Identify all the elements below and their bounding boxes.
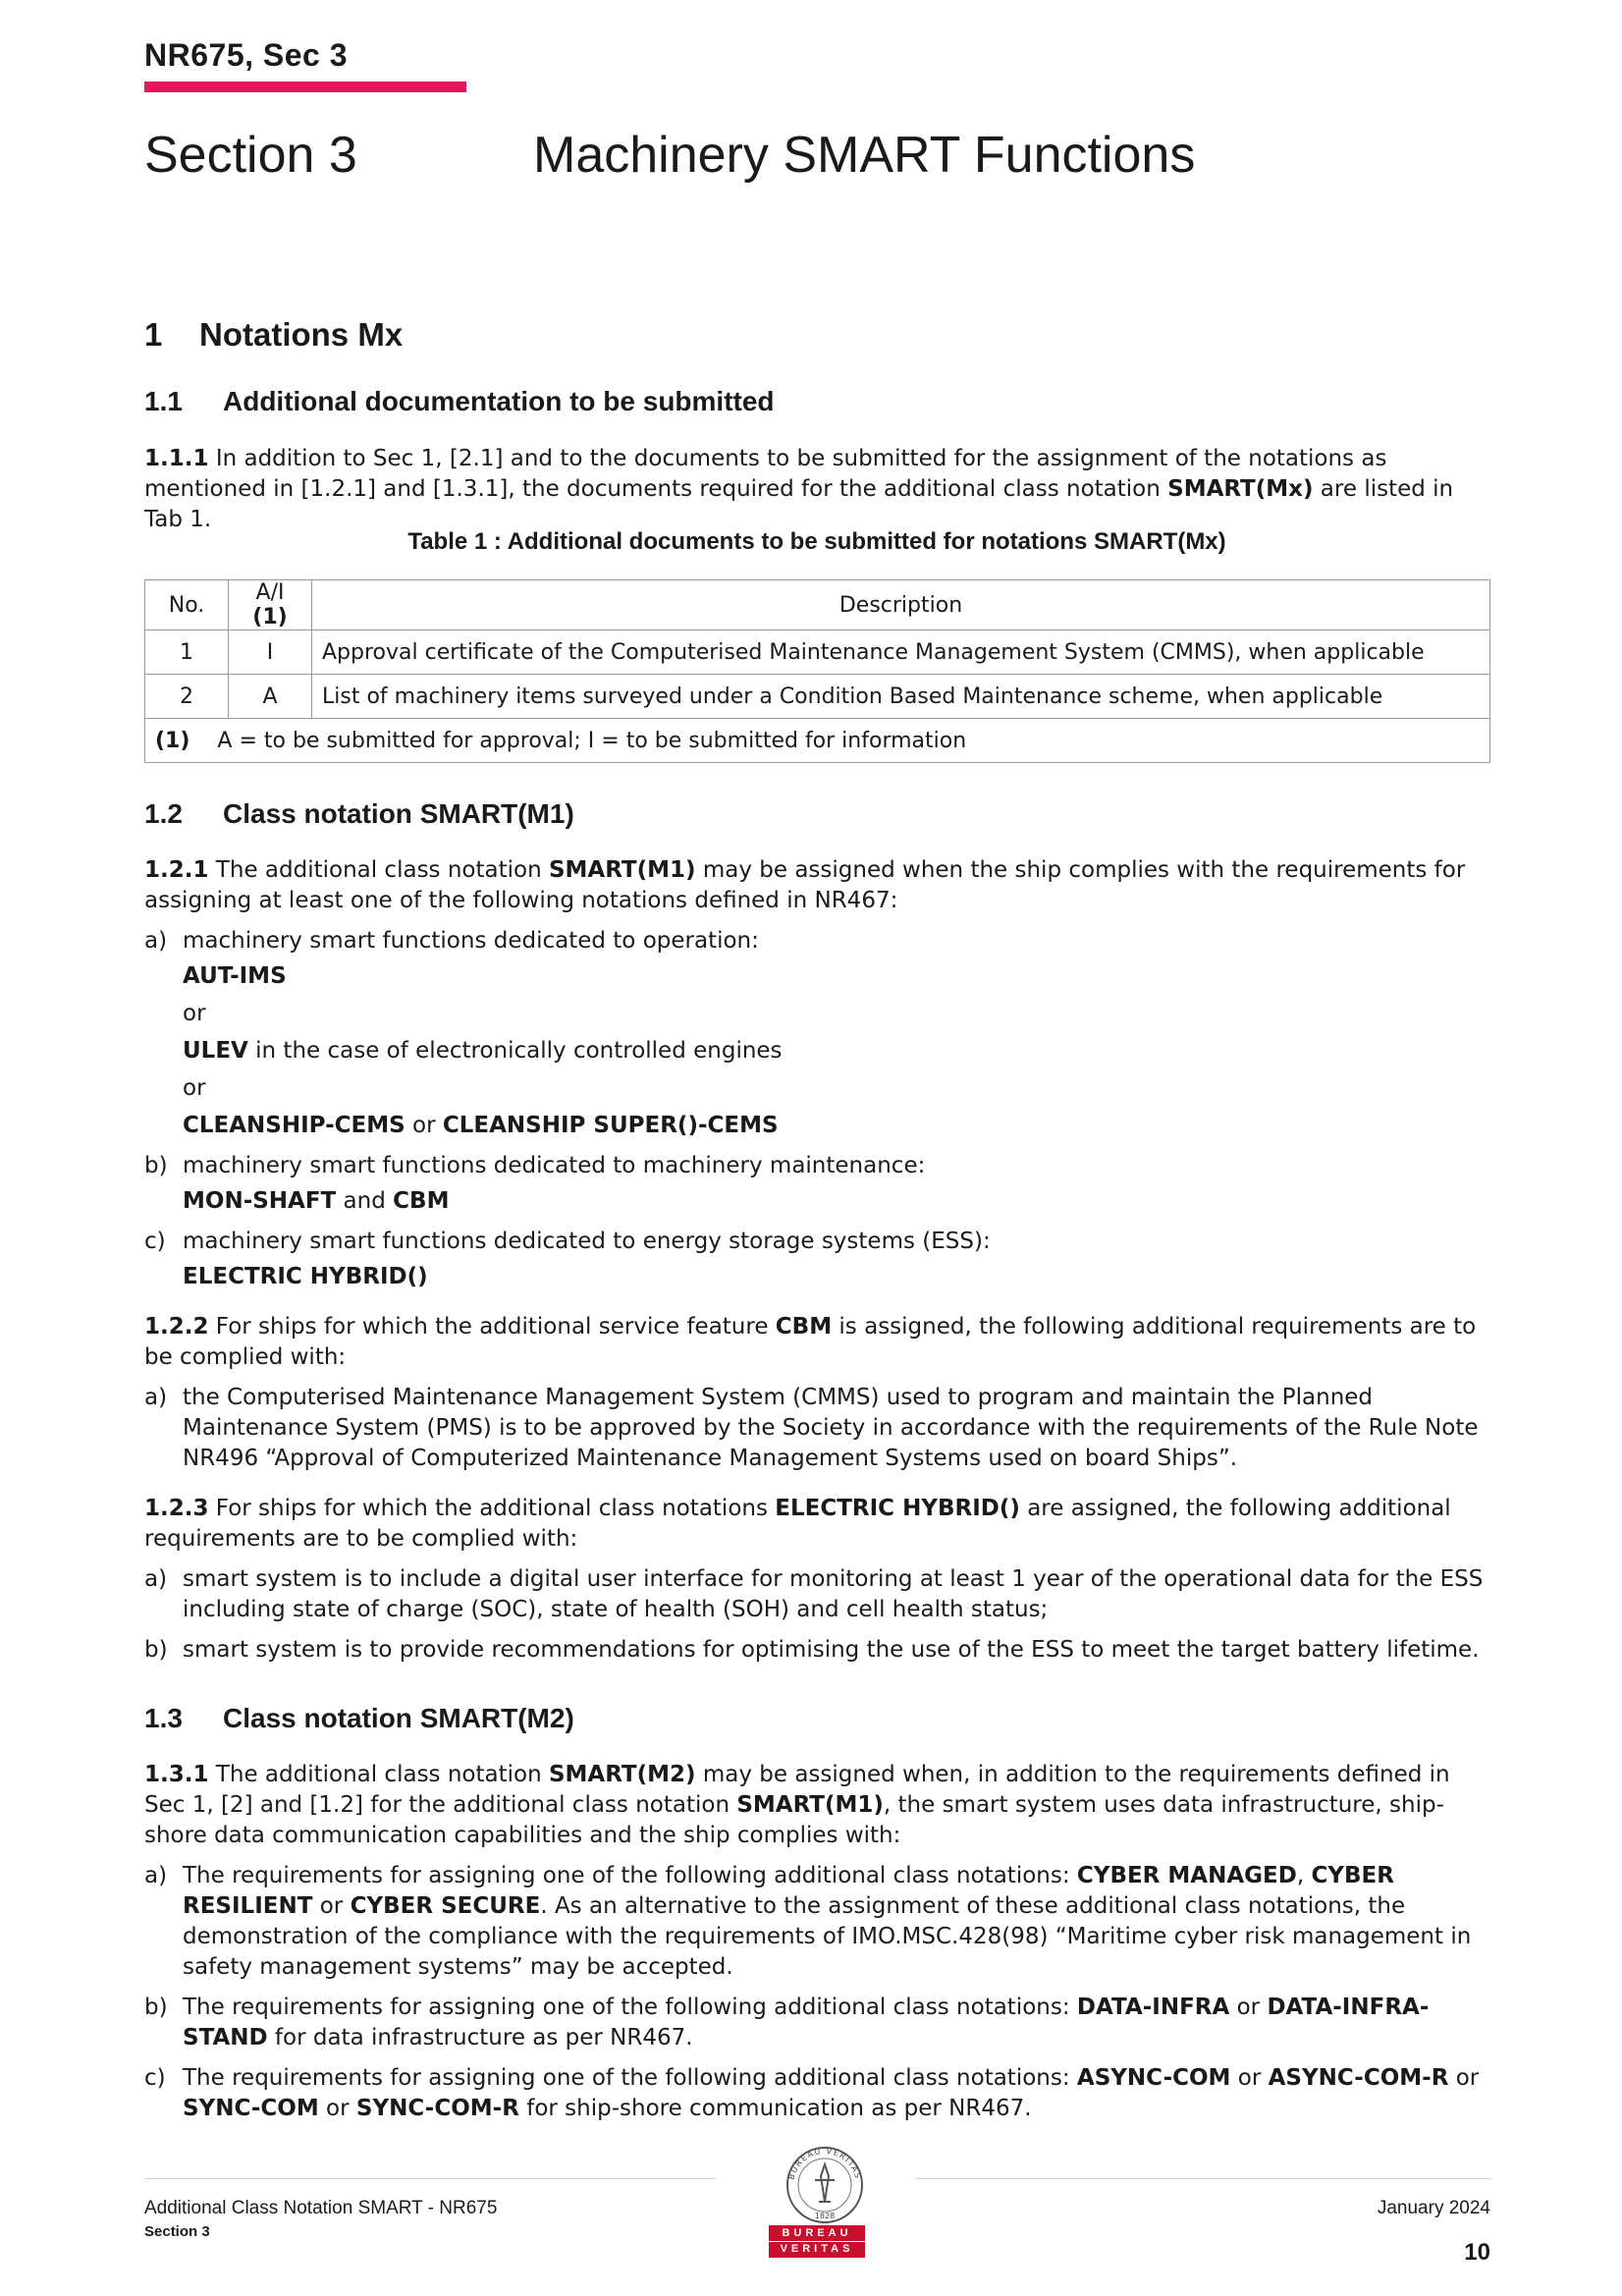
heading-number: 1 bbox=[144, 316, 163, 353]
section-label: Section 3 bbox=[144, 127, 357, 184]
cell-ai: A bbox=[229, 675, 312, 719]
list-label: b) bbox=[144, 1153, 168, 1178]
logo-word-2: VERITAS bbox=[769, 2241, 865, 2257]
paragraph-1-2-3 bbox=[144, 1494, 1489, 1555]
footer-date: January 2024 bbox=[1377, 2198, 1490, 2218]
section-1-3-body bbox=[144, 1760, 1489, 2134]
list-label: c) bbox=[144, 1229, 166, 1254]
text: may be assigned when, in addition to the requirements defined in Sec 1, [2] and [1.2] for the additional class notation bbox=[144, 1762, 1450, 1818]
page-number: 10 bbox=[1464, 2239, 1490, 2266]
notation: DATA-INFRA bbox=[1076, 1995, 1230, 2020]
heading-number: 1.3 bbox=[144, 1703, 183, 1733]
cell-ai: I bbox=[229, 630, 312, 675]
para-number: 1.2.1 bbox=[144, 857, 209, 883]
logo-ring-text: BUREAU VERITAS bbox=[786, 2146, 863, 2181]
notation: CLEANSHIP SUPER()-CEMS bbox=[442, 1113, 779, 1138]
notation: ELECTRIC HYBRID() bbox=[775, 1496, 1020, 1521]
table-footnote bbox=[145, 719, 1490, 763]
footer-document-title: Additional Class Notation SMART - NR675 bbox=[144, 2198, 498, 2218]
header-accent-bar bbox=[144, 82, 466, 92]
notation: SMART(M1) bbox=[736, 1792, 884, 1818]
notation: MON-SHAFT bbox=[183, 1188, 337, 1214]
heading-text: Class notation SMART(M1) bbox=[223, 798, 574, 829]
logo-word-1: BUREAU bbox=[782, 2227, 852, 2239]
text: for data infrastructure as per NR467. bbox=[267, 2025, 693, 2050]
footer-rule-right bbox=[916, 2178, 1490, 2179]
section-1-2-body bbox=[144, 855, 1489, 1675]
notation: SMART(M2) bbox=[548, 1762, 696, 1787]
notation: CBM bbox=[775, 1314, 833, 1339]
list-item bbox=[144, 1151, 1489, 1181]
sub-item bbox=[183, 999, 1489, 1029]
list-text bbox=[183, 1993, 1489, 2053]
list-item bbox=[144, 1861, 1489, 1983]
sub-item bbox=[183, 1186, 1489, 1217]
text: For ships for which the additional class notations bbox=[208, 1496, 776, 1521]
list-label: a) bbox=[144, 1385, 168, 1410]
list-label: c) bbox=[144, 2065, 166, 2091]
notation: SMART(M1) bbox=[548, 857, 696, 883]
table-footnote-row bbox=[145, 719, 1490, 763]
list-label: a) bbox=[144, 928, 168, 954]
sub-item bbox=[183, 1111, 1489, 1141]
list-label: b) bbox=[144, 1995, 168, 2020]
notation: AUT-IMS bbox=[183, 963, 287, 989]
text: The requirements for assigning one of the following additional class notations: bbox=[183, 2065, 1077, 2091]
list-text bbox=[183, 2063, 1489, 2124]
sub-item bbox=[183, 1073, 1489, 1104]
notation: CBM bbox=[393, 1188, 450, 1214]
section-title: Machinery SMART Functions bbox=[533, 127, 1196, 184]
list-text: machinery smart functions dedicated to energy storage systems (ESS): bbox=[183, 1229, 991, 1254]
notation: ELECTRIC HYBRID() bbox=[183, 1264, 428, 1289]
notation: SMART(Mx) bbox=[1167, 476, 1314, 502]
list-text: the Computerised Maintenance Management System (CMMS) used to program and maintain the Planned Maintenance System (PMS) is to be approved by the Society in accordance with the requirements of the Rule Note NR496 “Approval of Computerized Maintenance Management Systems used on board Ships”. bbox=[183, 1385, 1479, 1471]
ai-note: (1) bbox=[252, 605, 288, 629]
heading-notations bbox=[144, 316, 403, 354]
col-header-ai bbox=[229, 580, 312, 630]
notation: SYNC-COM bbox=[183, 2096, 319, 2121]
text: are assigned, the following additional requirements are to be complied with: bbox=[144, 1496, 1451, 1552]
text: or bbox=[312, 1893, 351, 1919]
list-item bbox=[144, 1564, 1489, 1625]
heading-text: Notations Mx bbox=[199, 316, 404, 353]
text: . As an alternative to the assignment of these additional class notations, the demonstration of the compliance with the requirements of IMO.MSC.428(98) “Maritime cyber risk management in safety management systems” may be accepted. bbox=[183, 1893, 1472, 1980]
text: is assigned, the following additional requirements are to be complied with: bbox=[144, 1314, 1477, 1370]
list-text: smart system is to include a digital user interface for monitoring at least 1 year of the operational data for the ESS including state of charge (SOC), state of health (SOH) and cell health status; bbox=[183, 1566, 1484, 1622]
notation: CLEANSHIP-CEMS bbox=[183, 1113, 406, 1138]
text: or bbox=[183, 1075, 206, 1101]
col-header-description: Description bbox=[312, 580, 1490, 630]
text: are listed in Tab 1. bbox=[144, 476, 1454, 532]
table-row bbox=[145, 675, 1490, 719]
text: The requirements for assigning one of the following additional class notations: bbox=[183, 1995, 1077, 2020]
bureau-veritas-logo-icon bbox=[776, 2141, 874, 2229]
text: In addition to Sec 1, [2.1] and to the documents to be submitted for the assignment of the notations as mentioned in [1.2.1] and [1.3.1], the documents required for the additional class notation bbox=[144, 446, 1387, 502]
list-text: smart system is to provide recommendations for optimising the use of the ESS to meet the target battery lifetime. bbox=[183, 1637, 1480, 1663]
table-title: Table 1 : Additional documents to be submitted for notations SMART(Mx) bbox=[407, 528, 1226, 555]
text: for ship-shore communication as per NR467. bbox=[518, 2096, 1032, 2121]
cell-description: Approval certificate of the Computerised Maintenance Management System (CMMS), when applicable bbox=[312, 630, 1490, 675]
logo-wordmark bbox=[769, 2225, 865, 2258]
para-number: 1.1.1 bbox=[144, 446, 209, 471]
cell-no: 2 bbox=[145, 675, 229, 719]
sub-item bbox=[183, 1036, 1489, 1066]
para-number: 1.2.3 bbox=[144, 1496, 209, 1521]
text: or bbox=[318, 2096, 356, 2121]
list-label: a) bbox=[144, 1566, 168, 1592]
logo-year: 1828 bbox=[814, 2212, 836, 2220]
text: The additional class notation bbox=[208, 1762, 549, 1787]
text: , the smart system uses data infrastructure, ship-shore data communication capabilities and the ship complies with: bbox=[144, 1792, 1444, 1848]
text: or bbox=[405, 1113, 443, 1138]
notation: CYBER RESILIENT bbox=[183, 1863, 1394, 1919]
text: or bbox=[183, 1001, 206, 1026]
list-text: machinery smart functions dedicated to machinery maintenance: bbox=[183, 1153, 926, 1178]
paragraph-1-2-1 bbox=[144, 855, 1489, 916]
footnote-mark: (1) bbox=[155, 728, 190, 753]
heading-1-2 bbox=[144, 798, 574, 830]
heading-number: 1.1 bbox=[144, 386, 183, 416]
cell-no: 1 bbox=[145, 630, 229, 675]
text: or bbox=[1448, 2065, 1480, 2091]
notation: ASYNC-COM-R bbox=[1268, 2065, 1449, 2091]
text: For ships for which the additional service feature bbox=[208, 1314, 776, 1339]
footer-rule-left bbox=[144, 2178, 716, 2179]
text: and bbox=[336, 1188, 394, 1214]
footer-section: Section 3 bbox=[144, 2223, 210, 2240]
document-code: NR675, Sec 3 bbox=[144, 37, 349, 73]
heading-number: 1.2 bbox=[144, 798, 183, 829]
list-text bbox=[183, 1861, 1489, 1983]
cell-description: List of machinery items surveyed under a Condition Based Maintenance scheme, when applicable bbox=[312, 675, 1490, 719]
notation: SYNC-COM-R bbox=[355, 2096, 519, 2121]
col-header-no: No. bbox=[145, 580, 229, 630]
text: The requirements for assigning one of the following additional class notations: bbox=[183, 1863, 1077, 1888]
text: in the case of electronically controlled engines bbox=[247, 1038, 783, 1064]
heading-1-3 bbox=[144, 1703, 574, 1734]
notation: DATA-INFRA-STAND bbox=[183, 1995, 1430, 2050]
list-item bbox=[144, 1227, 1489, 1257]
paragraph-1-2-2 bbox=[144, 1312, 1489, 1373]
list-label: b) bbox=[144, 1637, 168, 1663]
sub-item bbox=[183, 961, 1489, 992]
list-item bbox=[144, 1635, 1489, 1666]
sub-item bbox=[183, 1262, 1489, 1292]
heading-text: Class notation SMART(M2) bbox=[223, 1703, 574, 1733]
list-text: machinery smart functions dedicated to operation: bbox=[183, 928, 759, 954]
ai-label: A/I bbox=[255, 580, 285, 605]
notation: ASYNC-COM bbox=[1076, 2065, 1231, 2091]
text: The additional class notation bbox=[208, 857, 549, 883]
notation: ULEV bbox=[183, 1038, 248, 1064]
heading-1-1 bbox=[144, 386, 775, 417]
para-number: 1.3.1 bbox=[144, 1762, 209, 1787]
paragraph-1-3-1 bbox=[144, 1760, 1489, 1851]
documents-table bbox=[144, 579, 1490, 763]
heading-text: Additional documentation to be submitted bbox=[223, 386, 775, 416]
para-number: 1.2.2 bbox=[144, 1314, 209, 1339]
text: or bbox=[1229, 1995, 1268, 2020]
notation: CYBER SECURE bbox=[350, 1893, 541, 1919]
notation: CYBER MANAGED bbox=[1076, 1863, 1297, 1888]
list-item bbox=[144, 2063, 1489, 2124]
table-header-row bbox=[145, 580, 1490, 630]
footnote-text: A = to be submitted for approval; I = to be submitted for information bbox=[217, 728, 967, 753]
list-item bbox=[144, 1993, 1489, 2053]
list-label: a) bbox=[144, 1863, 168, 1888]
text: or bbox=[1230, 2065, 1269, 2091]
list-item bbox=[144, 1383, 1489, 1474]
table-row bbox=[145, 630, 1490, 675]
text: , bbox=[1296, 1863, 1312, 1888]
text: may be assigned when the ship complies with the requirements for assigning at least one of the following notations defined in NR467: bbox=[144, 857, 1466, 913]
list-item bbox=[144, 926, 1489, 957]
